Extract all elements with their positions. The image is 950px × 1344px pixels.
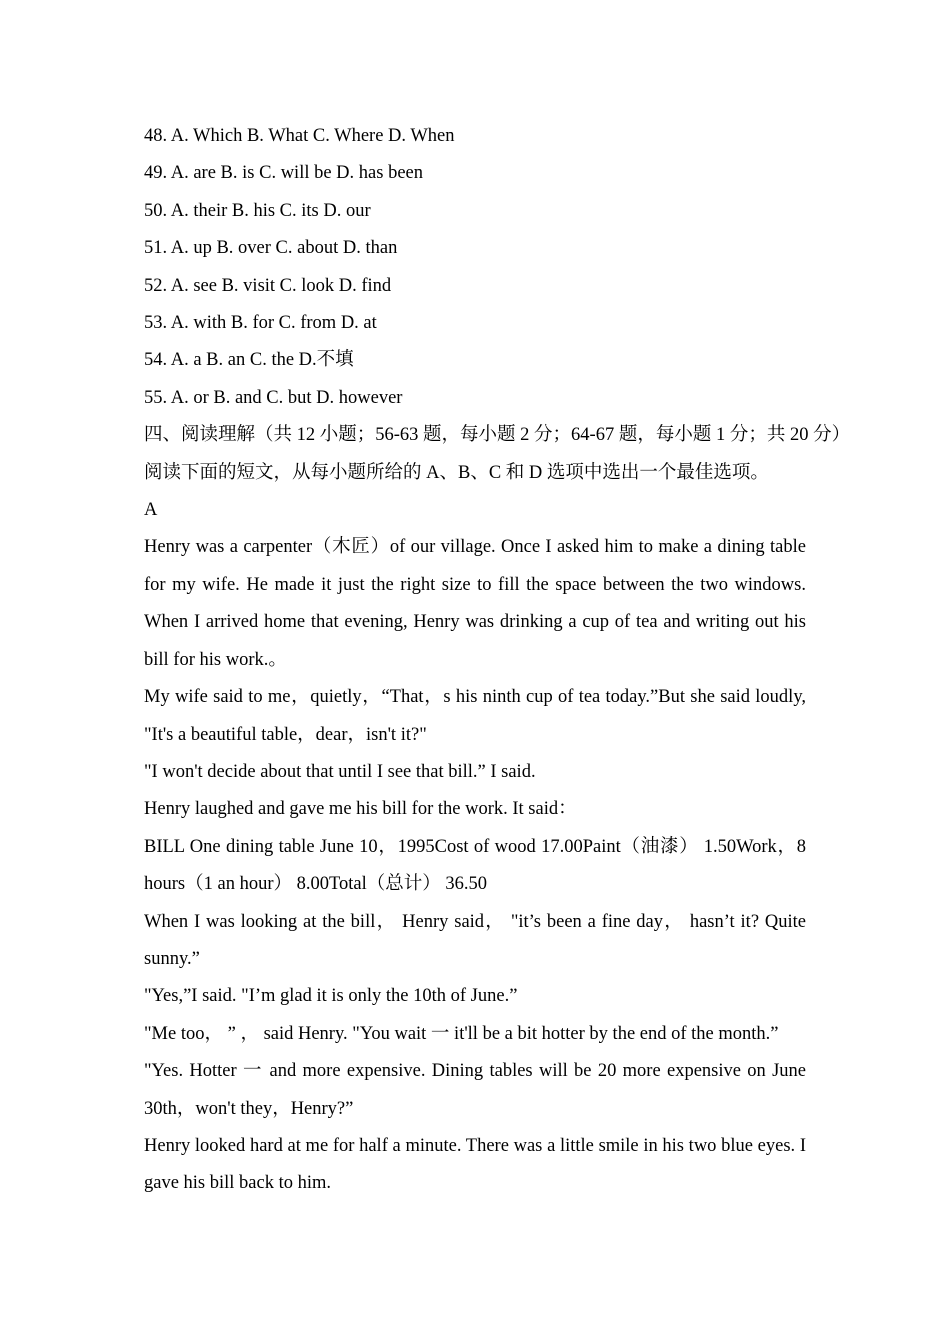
question-49-options: 49. A. are B. is C. will be D. has been — [144, 163, 423, 184]
paragraph-4: Henry laughed and gave me his bill for the work. It said： — [144, 799, 577, 820]
paragraph-6: When I was looking at the bill， Henry said， "it’s been a fine day， hasn’t it? Quite sunny.” — [144, 911, 806, 969]
paragraph-8: "Me too， ” ， said Henry. "You wait 一 it'll be a bit hotter by the end of the month.” — [144, 1023, 779, 1044]
document-page — [144, 118, 851, 1203]
question-48-options: 48. A. Which B. What C. Where D. When — [144, 126, 455, 146]
passage-label: A — [144, 500, 158, 521]
question-53-options: 53. A. with B. for C. from D. at — [144, 313, 377, 334]
question-55-options: 55. A. or B. and C. but D. however — [144, 387, 403, 408]
paragraph-10: Henry looked hard at me for half a minute. There was a little smile in his two blue eyes. I gave his bill back to him. — [144, 1135, 806, 1194]
paragraph-1: Henry was a carpenter（木匠）of our village. Once I asked him to make a dining table for my wife. He made it just the right size to fill the space between the two windows. When I arrived home that evening, Henry was drinking a cup of tea and writing out his bill for his work.。 — [144, 537, 806, 670]
section-heading: 四、阅读理解（共 12 小题；56-63 题，每小题 2 分；64-67 题，每小题 1 分；共 20 分） — [144, 425, 851, 446]
bill-paragraph: BILL One dining table June 10，1995Cost of wood 17.00Paint（油漆） 1.50Work，8 hours（1 an hour） 8.00Total（总计） 36.50 — [144, 836, 806, 895]
question-50-options: 50. A. their B. his C. its D. our — [144, 200, 371, 221]
paragraph-2: My wife said to me，quietly，“That，s his ninth cup of tea today.”But she said loudly, "It's a beautiful table，dear，isn't it?" — [144, 687, 806, 745]
paragraph-7: "Yes,”I said. "I’m glad it is only the 10th of June.” — [144, 986, 518, 1007]
question-51-options: 51. A. up B. over C. about D. than — [144, 238, 398, 259]
instruction: 阅读下面的短文，从每小题所给的 A、B、C 和 D 选项中选出一个最佳选项。 — [144, 462, 769, 483]
question-52-options: 52. A. see B. visit C. look D. find — [144, 275, 392, 296]
paragraph-9: "Yes. Hotter 一 and more expensive. Dining tables will be 20 more expensive on June 30th，won't they，Henry?” — [144, 1061, 806, 1119]
paragraph-3: "I won't decide about that until I see that bill.” I said. — [144, 761, 536, 782]
question-54-options: 54. A. a B. an C. the D.不填 — [144, 350, 354, 371]
